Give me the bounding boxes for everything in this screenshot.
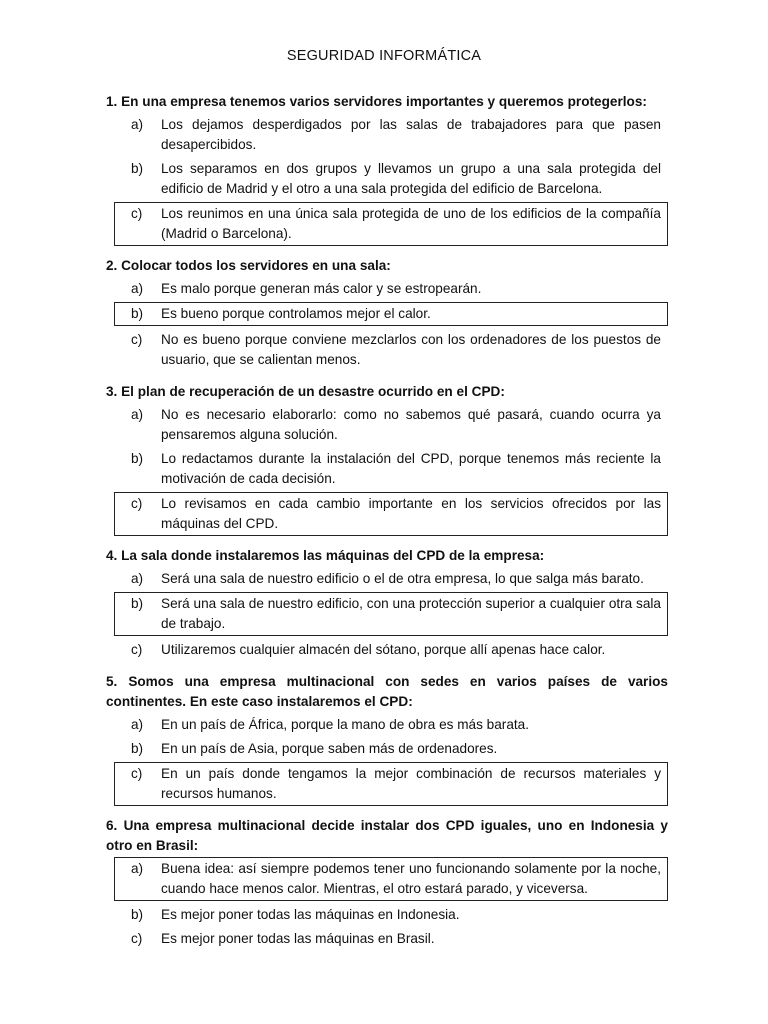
answer-option bbox=[114, 328, 668, 372]
option-text: Los separamos en dos grupos y llevamos un grupo a una sala protegida del edificio de Madrid y el otro a una sala protegida del edificio de Barcelona. bbox=[161, 161, 661, 196]
question-text: 6. Una empresa multinacional decide instalar dos CPD iguales, uno en Indonesia y otro en Brasil: bbox=[106, 818, 668, 853]
option-text: Los reunimos en una única sala protegida de uno de los edificios de la compañía (Madrid o Barcelona). bbox=[161, 206, 661, 241]
answer-option-boxed bbox=[114, 492, 668, 536]
option-text: En un país donde tengamos la mejor combinación de recursos materiales y recursos humanos. bbox=[161, 766, 661, 801]
option-text: No es bueno porque conviene mezclarlos con los ordenadores de los puestos de usuario, que se calientan menos. bbox=[161, 332, 661, 367]
answer-options bbox=[106, 567, 668, 662]
answer-option bbox=[114, 113, 668, 157]
answer-option bbox=[114, 713, 668, 737]
option-letter: b) bbox=[131, 161, 144, 176]
option-text: No es necesario elaborarlo: como no sabemos qué pasará, cuando ocurra ya pensaremos alguna solución. bbox=[161, 407, 661, 442]
question-5 bbox=[106, 672, 668, 806]
answer-option-boxed bbox=[114, 592, 668, 636]
answer-option bbox=[114, 638, 668, 662]
answer-option bbox=[114, 737, 668, 761]
answer-option bbox=[114, 403, 668, 447]
answer-option-boxed bbox=[114, 302, 668, 326]
option-text: En un país de Asia, porque saben más de ordenadores. bbox=[161, 741, 498, 756]
option-letter: a) bbox=[131, 861, 144, 876]
answer-options bbox=[106, 403, 668, 536]
option-letter: b) bbox=[131, 451, 144, 466]
document-title: SEGURIDAD INFORMÁTICA bbox=[286, 48, 482, 64]
option-text: Buena idea: así siempre podemos tener uno funcionando solamente por la noche, cuando hace menos calor. Mientras, el otro estará parado, y viceversa. bbox=[161, 861, 661, 896]
option-text: Utilizaremos cualquier almacén del sótano, porque allí apenas hace calor. bbox=[161, 642, 606, 657]
question-2 bbox=[106, 256, 668, 372]
answer-options bbox=[106, 857, 668, 951]
answer-option bbox=[114, 567, 668, 591]
answer-option-boxed bbox=[114, 762, 668, 806]
option-letter: a) bbox=[131, 117, 144, 132]
answer-options bbox=[106, 277, 668, 372]
option-letter: a) bbox=[131, 717, 144, 732]
option-letter: c) bbox=[131, 496, 143, 511]
question-3 bbox=[106, 382, 668, 536]
option-text: En un país de África, porque la mano de obra es más barata. bbox=[161, 717, 530, 732]
option-letter: a) bbox=[131, 407, 144, 422]
option-text: Será una sala de nuestro edificio o el de otra empresa, lo que salga más barato. bbox=[161, 571, 644, 586]
answer-options bbox=[106, 713, 668, 806]
option-text: Será una sala de nuestro edificio, con una protección superior a cualquier otra sala de trabajo. bbox=[161, 596, 661, 631]
question-text: 1. En una empresa tenemos varios servidores importantes y queremos protegerlos: bbox=[106, 94, 647, 109]
answer-option bbox=[114, 277, 668, 301]
question-6 bbox=[106, 816, 668, 951]
question-4 bbox=[106, 546, 668, 662]
answer-option-boxed bbox=[114, 857, 668, 901]
option-letter: c) bbox=[131, 931, 143, 946]
question-list bbox=[106, 92, 668, 961]
option-letter: b) bbox=[131, 596, 144, 611]
answer-option bbox=[114, 447, 668, 491]
answer-option-boxed bbox=[114, 202, 668, 246]
option-letter: c) bbox=[131, 206, 143, 221]
option-text: Es mejor poner todas las máquinas en Brasil. bbox=[161, 931, 435, 946]
option-letter: b) bbox=[131, 741, 144, 756]
option-text: Lo redactamos durante la instalación del CPD, porque tenemos más reciente la motivación de cada decisión. bbox=[161, 451, 661, 486]
option-letter: c) bbox=[131, 332, 143, 347]
option-letter: b) bbox=[131, 907, 144, 922]
option-letter: a) bbox=[131, 281, 144, 296]
question-text: 3. El plan de recuperación de un desastre ocurrido en el CPD: bbox=[106, 384, 505, 399]
question-text: 4. La sala donde instalaremos las máquinas del CPD de la empresa: bbox=[106, 548, 545, 563]
answer-options bbox=[106, 113, 668, 246]
option-text: Es mejor poner todas las máquinas en Indonesia. bbox=[161, 907, 460, 922]
option-letter: a) bbox=[131, 571, 144, 586]
option-letter: b) bbox=[131, 306, 144, 321]
option-text: Los dejamos desperdigados por las salas de trabajadores para que pasen desapercibidos. bbox=[161, 117, 661, 152]
answer-option bbox=[114, 903, 668, 927]
answer-option bbox=[114, 157, 668, 201]
question-text: 2. Colocar todos los servidores en una sala: bbox=[106, 258, 391, 273]
option-text: Es bueno porque controlamos mejor el calor. bbox=[161, 306, 431, 321]
question-text: 5. Somos una empresa multinacional con sedes en varios países de varios continentes. En este caso instalaremos el CPD: bbox=[106, 674, 668, 709]
option-letter: c) bbox=[131, 766, 143, 781]
question-1 bbox=[106, 92, 668, 246]
option-text: Es malo porque generan más calor y se estropearán. bbox=[161, 281, 482, 296]
option-text: Lo revisamos en cada cambio importante en los servicios ofrecidos por las máquinas del CPD. bbox=[161, 496, 661, 531]
answer-option bbox=[114, 927, 668, 951]
option-letter: c) bbox=[131, 642, 143, 657]
